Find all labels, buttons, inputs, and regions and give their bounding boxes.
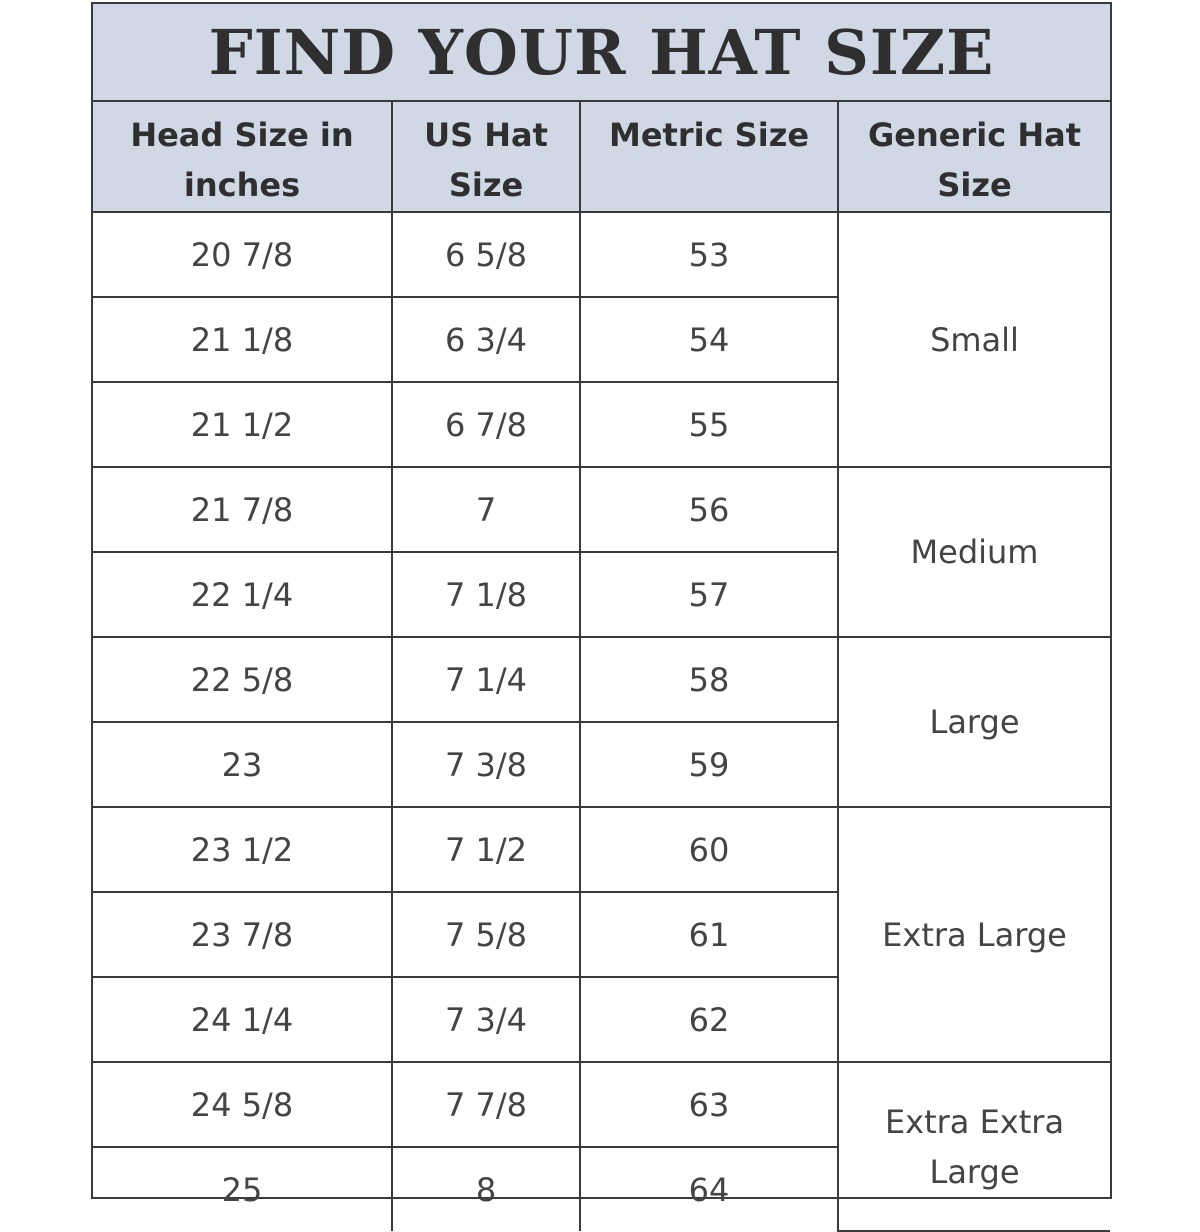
us-hat-size-cell: 8 bbox=[392, 1147, 580, 1231]
chart-title-bar bbox=[93, 4, 1110, 102]
generic-size-small: Small bbox=[838, 212, 1110, 467]
chart-title: FIND YOUR HAT SIZE bbox=[208, 15, 995, 89]
head-size-cell: 23 1/2 bbox=[93, 807, 392, 892]
us-hat-size-cell: 7 1/4 bbox=[392, 637, 580, 722]
generic-size-large: Large bbox=[838, 637, 1110, 807]
head-size-cell: 23 bbox=[93, 722, 392, 807]
head-size-cell: 22 1/4 bbox=[93, 552, 392, 637]
metric-size-cell: 63 bbox=[580, 1062, 838, 1147]
us-hat-size-cell: 7 3/4 bbox=[392, 977, 580, 1062]
metric-size-cell: 58 bbox=[580, 637, 838, 722]
header-metric-size: Metric Size bbox=[580, 102, 838, 212]
metric-size-cell: 60 bbox=[580, 807, 838, 892]
metric-size-cell: 55 bbox=[580, 382, 838, 467]
head-size-cell: 24 5/8 bbox=[93, 1062, 392, 1147]
metric-size-cell: 64 bbox=[580, 1147, 838, 1231]
head-size-cell: 21 7/8 bbox=[93, 467, 392, 552]
head-size-cell: 22 5/8 bbox=[93, 637, 392, 722]
us-hat-size-cell: 6 7/8 bbox=[392, 382, 580, 467]
us-hat-size-cell: 7 7/8 bbox=[392, 1062, 580, 1147]
head-size-cell: 20 7/8 bbox=[93, 212, 392, 297]
header-row bbox=[93, 102, 1110, 212]
metric-size-cell: 59 bbox=[580, 722, 838, 807]
table-row bbox=[93, 807, 1110, 892]
table-row bbox=[93, 467, 1110, 552]
us-hat-size-cell: 6 3/4 bbox=[392, 297, 580, 382]
header-generic-hat-size: Generic Hat Size bbox=[838, 102, 1110, 212]
metric-size-cell: 53 bbox=[580, 212, 838, 297]
generic-size-extra-large: Extra Large bbox=[838, 807, 1110, 1062]
head-size-cell: 25 bbox=[93, 1147, 392, 1231]
us-hat-size-cell: 7 5/8 bbox=[392, 892, 580, 977]
hat-size-table bbox=[93, 102, 1110, 1232]
table-row bbox=[93, 1062, 1110, 1147]
metric-size-cell: 54 bbox=[580, 297, 838, 382]
metric-size-cell: 56 bbox=[580, 467, 838, 552]
metric-size-cell: 62 bbox=[580, 977, 838, 1062]
head-size-cell: 23 7/8 bbox=[93, 892, 392, 977]
us-hat-size-cell: 7 1/2 bbox=[392, 807, 580, 892]
header-head-size: Head Size in inches bbox=[93, 102, 392, 212]
generic-size-extra-extra-large: Extra Extra Large bbox=[838, 1062, 1110, 1231]
header-us-hat-size: US Hat Size bbox=[392, 102, 580, 212]
us-hat-size-cell: 7 1/8 bbox=[392, 552, 580, 637]
us-hat-size-cell: 7 3/8 bbox=[392, 722, 580, 807]
metric-size-cell: 57 bbox=[580, 552, 838, 637]
table-row bbox=[93, 637, 1110, 722]
hat-size-chart bbox=[91, 2, 1112, 1209]
us-hat-size-cell: 6 5/8 bbox=[392, 212, 580, 297]
metric-size-cell: 61 bbox=[580, 892, 838, 977]
head-size-cell: 24 1/4 bbox=[93, 977, 392, 1062]
table-row bbox=[93, 212, 1110, 297]
generic-size-medium: Medium bbox=[838, 467, 1110, 637]
head-size-cell: 21 1/2 bbox=[93, 382, 392, 467]
head-size-cell: 21 1/8 bbox=[93, 297, 392, 382]
us-hat-size-cell: 7 bbox=[392, 467, 580, 552]
